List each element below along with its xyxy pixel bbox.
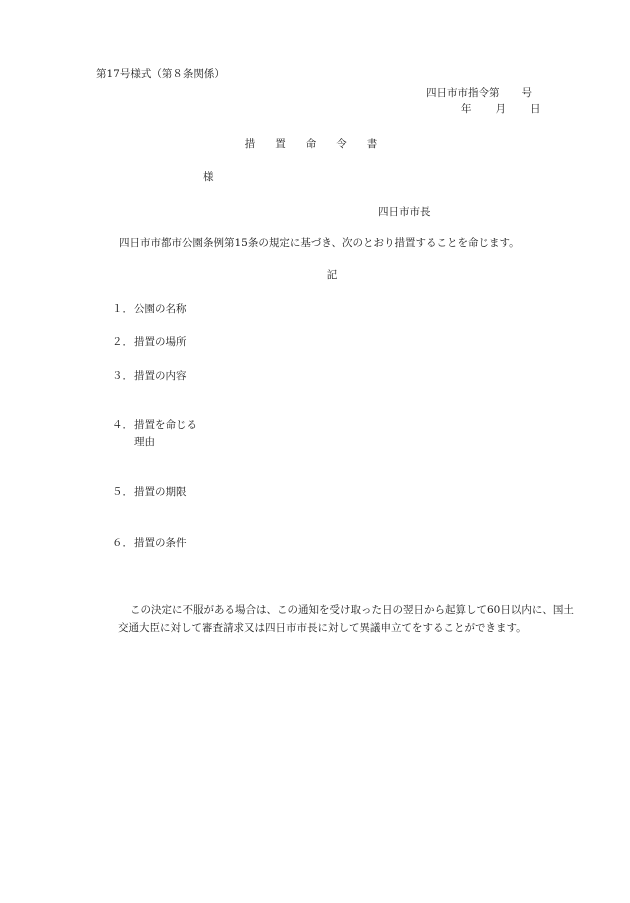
ki-heading: 記 — [326, 269, 338, 281]
document-number-suffix: 号 — [521, 87, 532, 99]
date-day: 日 — [530, 103, 541, 115]
item-reason-line2: 理由 — [134, 436, 155, 448]
item-number: ４． — [112, 419, 133, 431]
item-number: ５． — [112, 486, 133, 498]
item-location — [112, 335, 187, 349]
addressee-suffix: 様 — [203, 171, 214, 183]
item-park-name — [112, 302, 187, 316]
item-number: ３． — [112, 370, 133, 382]
item-conditions — [112, 536, 187, 550]
appeal-notice: この決定に不服がある場合は、この通知を受け取った日の翌日から起算して60日以内に、国土交通大臣に対して審査請求又は四日市市長に対して異議申立てをすることができます。 — [118, 604, 574, 634]
item-label: 公園の名称 — [134, 303, 187, 315]
issuer: 四日市市長 — [378, 206, 431, 218]
item-number: ２． — [112, 336, 133, 348]
body-text: 四日市市都市公園条例第15条の規定に基づき、次のとおり措置することを命じます。 — [119, 237, 520, 249]
item-label: 措置の期限 — [134, 486, 187, 498]
document-date — [461, 102, 541, 116]
form-number: 第17号様式（第８条関係） — [96, 68, 225, 80]
item-number: １． — [112, 303, 133, 315]
item-reason — [112, 418, 197, 432]
item-label: 措置を命じる — [134, 419, 197, 431]
date-year: 年 — [461, 103, 472, 115]
document-title: 措置命令書 — [244, 138, 398, 150]
item-deadline — [112, 485, 187, 499]
item-label: 措置の場所 — [134, 336, 187, 348]
date-month: 月 — [495, 103, 506, 115]
document-number-prefix: 四日市市指令第 — [426, 87, 500, 99]
item-content — [112, 369, 187, 383]
item-label: 措置の条件 — [134, 537, 187, 549]
item-number: ６． — [112, 537, 133, 549]
document-number — [426, 86, 532, 100]
item-label: 措置の内容 — [134, 370, 187, 382]
